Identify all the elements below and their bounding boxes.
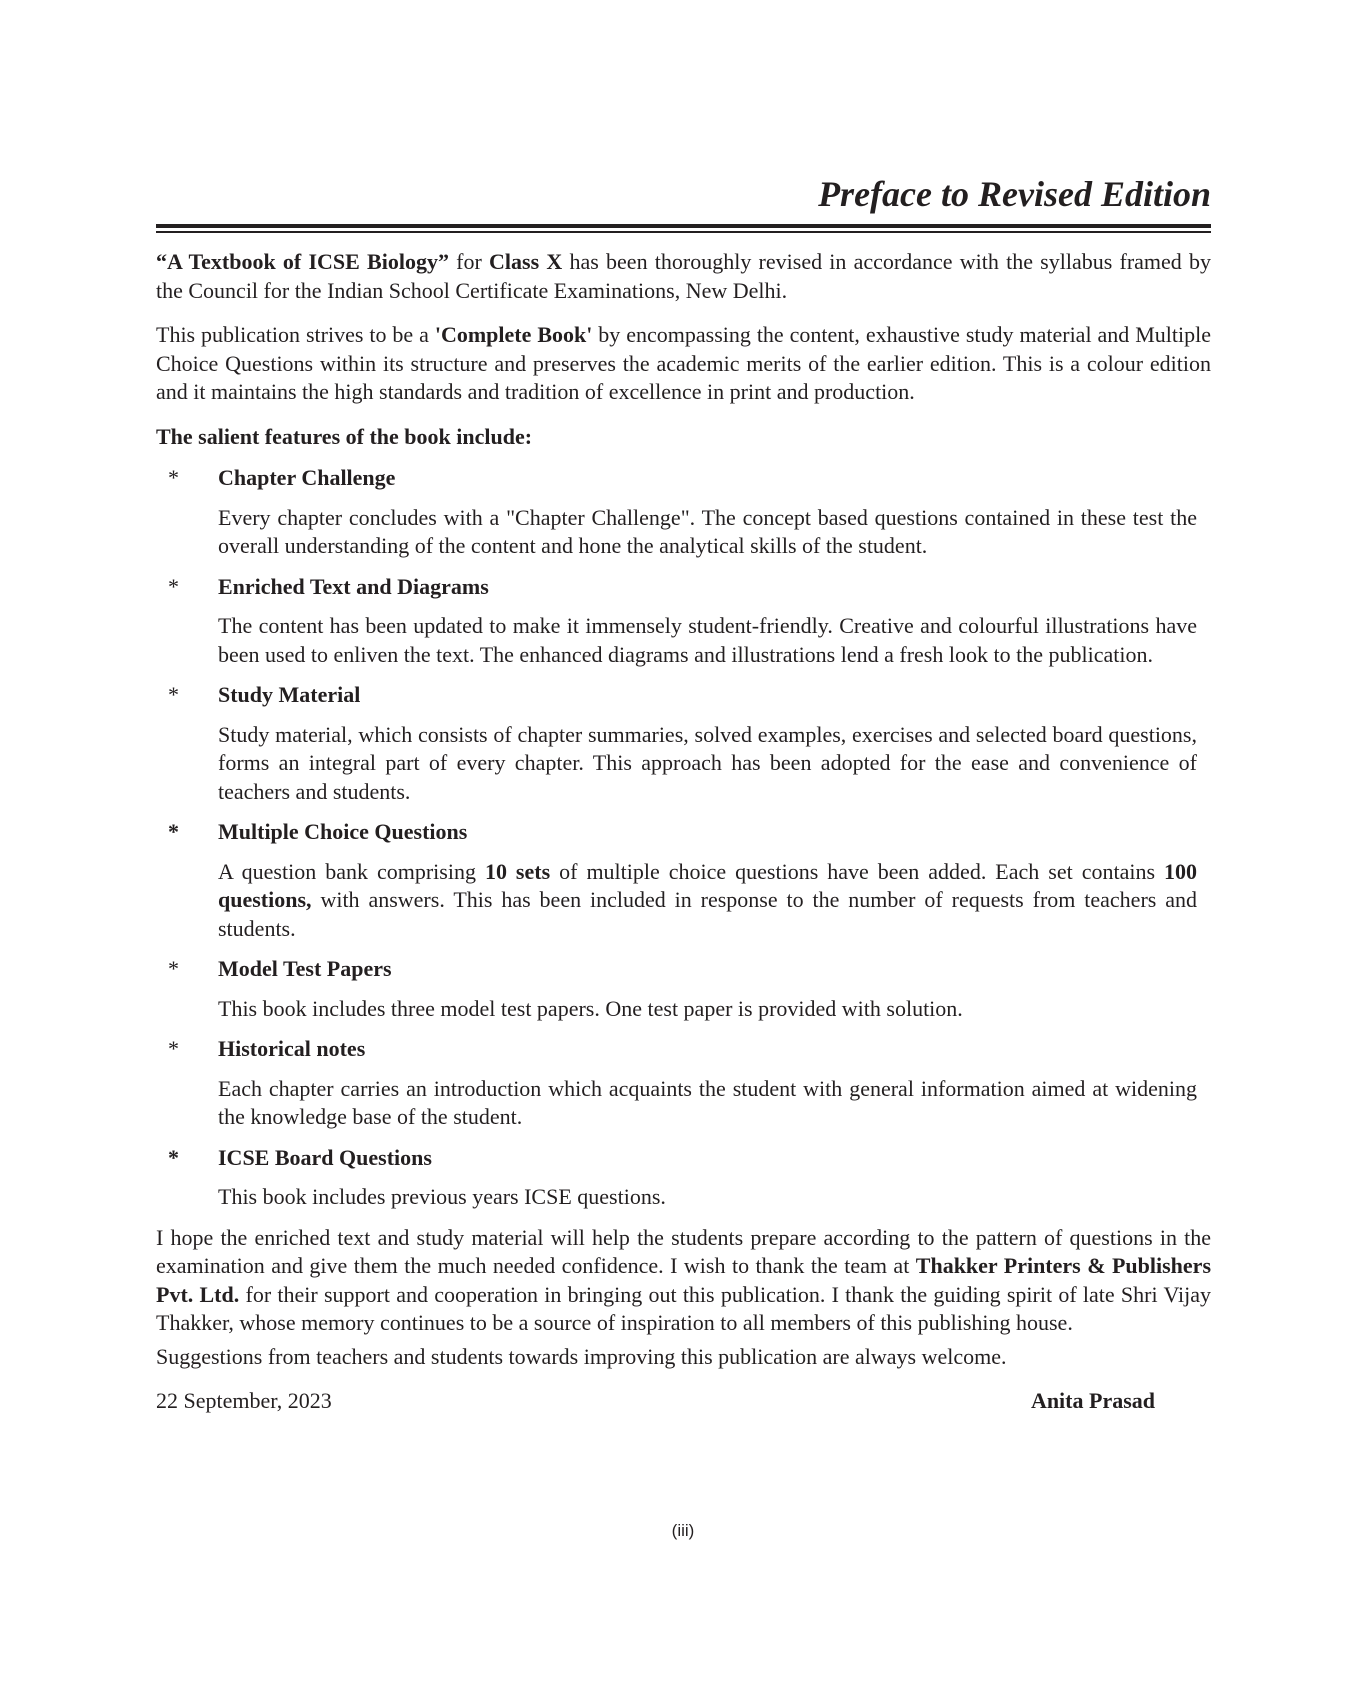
feature-item	[156, 681, 1211, 806]
feature-item	[156, 464, 1211, 561]
bullet-asterisk: *	[168, 819, 179, 844]
bullet-asterisk: *	[168, 1144, 179, 1170]
feature-item	[156, 1035, 1211, 1132]
publication-paragraph	[156, 321, 1211, 407]
feature-head	[156, 955, 1211, 984]
feature-head	[156, 464, 1211, 493]
features-heading: The salient features of the book include:	[156, 423, 533, 449]
publisher-name: Thakker Printers & Publishers Pvt. Ltd.	[156, 1253, 1212, 1307]
complete-book-emphasis: 'Complete Book'	[434, 322, 593, 347]
feature-item	[156, 818, 1211, 943]
page-number: (iii)	[671, 1521, 695, 1540]
feature-item	[156, 955, 1211, 1023]
feature-title: Model Test Papers	[218, 956, 392, 981]
signature-row	[156, 1387, 1155, 1416]
book-title: “A Textbook of ICSE Biology”	[156, 249, 449, 274]
feature-head	[156, 1035, 1211, 1064]
mcq-questions-count: 100 questions,	[218, 858, 1197, 912]
intro-for-text: for	[448, 249, 490, 274]
feature-title: Multiple Choice Questions	[218, 819, 468, 844]
closing-before: I hope the enriched text and study material will help the students prepare according to the pattern of questions in the examination and give them the much needed confidence. I wish to thank the team at	[156, 1224, 1211, 1278]
page-title: Preface to Revised Edition	[818, 174, 1211, 214]
feature-item	[156, 1144, 1211, 1212]
feature-title: Historical notes	[218, 1036, 366, 1061]
rule-thick-line	[156, 224, 1211, 228]
feature-body: Every chapter concludes with a "Chapter Challenge". The concept based questions contained in these test the overall understanding of the content and hone the analytical skills of the student.	[218, 504, 1197, 558]
feature-head	[156, 573, 1211, 602]
feature-title: Chapter Challenge	[218, 465, 396, 490]
feature-head	[156, 1144, 1211, 1173]
publication-after: by encompassing the content, exhaustive study material and Multiple Choice Questions within its structure and preserves the academic merits of the earlier edition. This is a colour edition and it maintains the high standards and tradition of excellence in print and production.	[156, 322, 1211, 404]
bullet-asterisk: *	[168, 1036, 179, 1061]
mcq-text-3: with answers. This has been included in response to the number of requests from teachers and students.	[218, 887, 1197, 941]
feature-body	[218, 858, 1197, 944]
feature-title: ICSE Board Questions	[218, 1144, 432, 1170]
closing-after: for their support and cooperation in bringing out this publication. I thank the guiding spirit of late Shri Vijay Thakker, whose memory continues to be a source of inspiration to all members of this publishing house.	[156, 1281, 1211, 1335]
rule-thin-line	[156, 231, 1211, 233]
publication-before: This publication strives to be a	[156, 322, 435, 347]
bullet-asterisk: *	[168, 682, 179, 707]
suggestions-paragraph: Suggestions from teachers and students towards improving this publication are always welcome.	[156, 1343, 1007, 1369]
intro-rest-text: has been thoroughly revised in accordance with the syllabus framed by the Council for the Indian School Certificate Examinations, New Delhi.	[156, 249, 1212, 303]
feature-body: Each chapter carries an introduction which acquaints the student with general information aimed at widening the knowledge base of the student.	[218, 1075, 1197, 1129]
feature-title: Study Material	[218, 682, 361, 707]
feature-body: The content has been updated to make it immensely student-friendly. Creative and colourful illustrations have been used to enliven the text. The enhanced diagrams and illustrations lend a fresh look to the publication.	[218, 613, 1197, 667]
feature-body: This book includes previous years ICSE questions.	[218, 1184, 666, 1209]
preface-date: 22 September, 2023	[156, 1388, 332, 1413]
mcq-text-1: A question bank comprising	[218, 858, 485, 884]
feature-head	[156, 681, 1211, 710]
bullet-asterisk: *	[168, 956, 179, 981]
title-double-rule	[156, 224, 1211, 233]
closing-paragraph	[156, 1224, 1211, 1338]
intro-paragraph	[156, 248, 1211, 305]
author-name: Anita Prasad	[1030, 1388, 1155, 1413]
feature-item	[156, 573, 1211, 670]
feature-body: This book includes three model test papers. One test paper is provided with solution.	[218, 995, 963, 1021]
bullet-asterisk: *	[168, 573, 179, 599]
feature-title: Enriched Text and Diagrams	[218, 573, 489, 599]
feature-head	[156, 818, 1211, 847]
feature-body: Study material, which consists of chapter summaries, solved examples, exercises and selected board questions, forms an integral part of every chapter. This approach has been adopted for the ease and convenience of teachers and students.	[218, 721, 1197, 804]
preface-body	[156, 248, 1211, 1416]
class-label: Class X	[489, 249, 563, 274]
bullet-asterisk: *	[168, 465, 179, 490]
mcq-sets-count: 10 sets	[484, 858, 551, 884]
mcq-text-2: of multiple choice questions have been added. Each set contains	[550, 858, 1164, 884]
